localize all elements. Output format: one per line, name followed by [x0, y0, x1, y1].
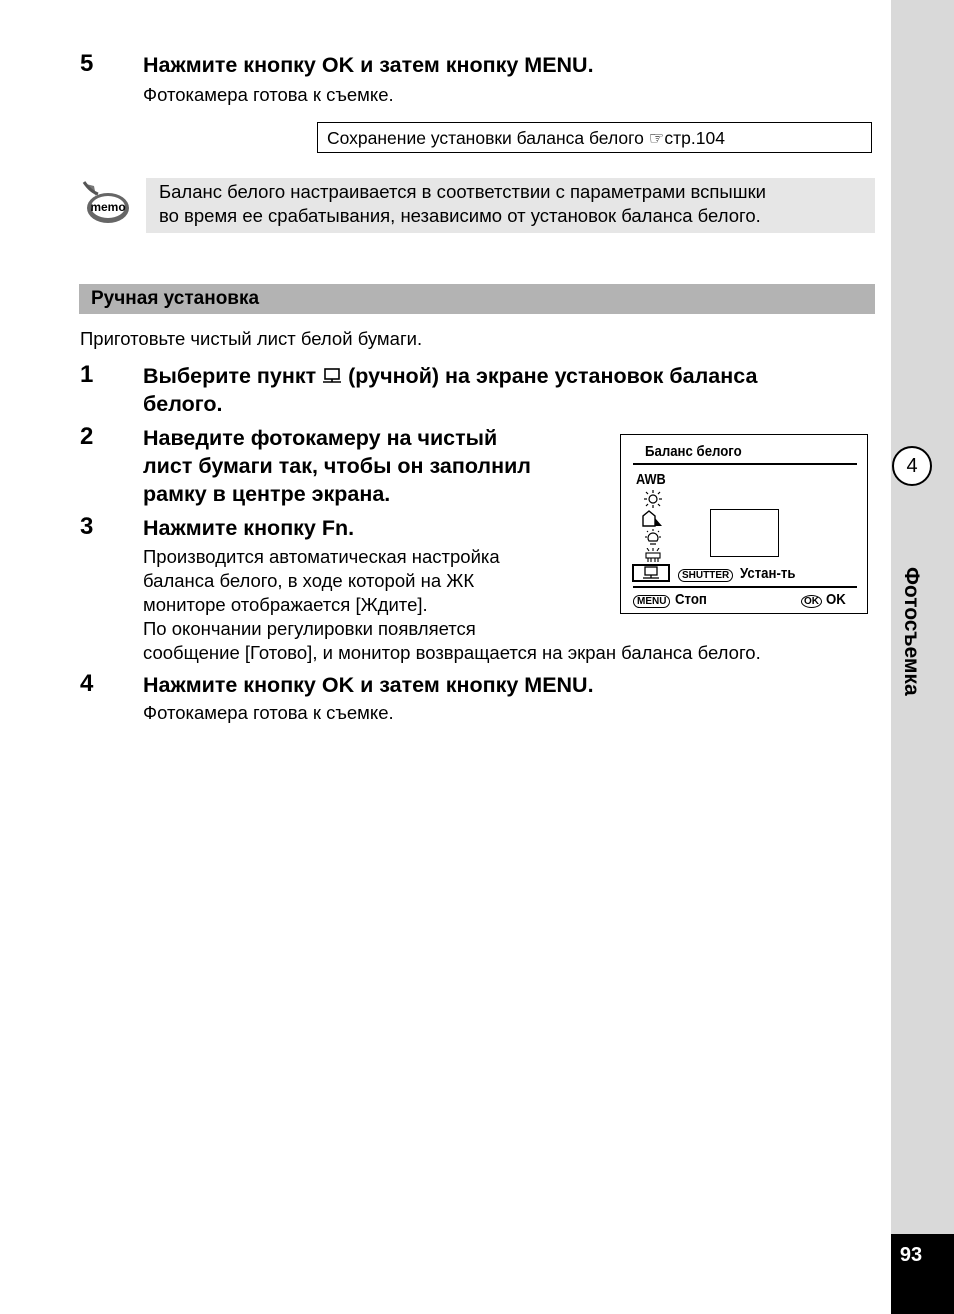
step-1-number: 1	[80, 361, 94, 388]
ok-hint	[801, 591, 849, 609]
memo-line: во время ее срабатывания, независимо от установок баланса белого.	[159, 205, 761, 226]
memo-icon	[80, 180, 132, 226]
step-3-number: 3	[80, 513, 94, 540]
divider	[633, 586, 857, 588]
manual-wb-icon	[634, 566, 668, 580]
step-5-number: 5	[80, 50, 94, 77]
daylight-icon	[643, 490, 663, 508]
memo-note	[146, 178, 875, 233]
divider	[633, 463, 857, 465]
stop-label: Стоп	[674, 591, 707, 608]
shutter-key: SHUTTER	[678, 569, 733, 582]
screen-title: Баланс белого	[645, 443, 742, 460]
reference-page[interactable]: стр.104	[664, 128, 725, 148]
awb-option: AWB	[636, 471, 666, 488]
step-2-number: 2	[80, 423, 94, 450]
memo-line: Баланс белого настраивается в соответствии с параметрами вспышки	[159, 181, 766, 202]
camera-screen	[620, 434, 868, 614]
svg-text:memo: memo	[90, 200, 126, 214]
reference-box	[317, 122, 872, 153]
ok-key: OK	[801, 595, 822, 608]
measurement-frame	[710, 509, 779, 557]
set-label: Устан-ть	[739, 565, 796, 582]
ok-label: OK	[826, 591, 847, 608]
shade-icon	[641, 510, 663, 528]
page-number: 93	[899, 1244, 923, 1266]
step-2-heading: Наведите фотокамеру на чистый лист бумаги так, чтобы он заполнил рамку в центре экрана.	[143, 426, 531, 506]
manual-option-selected[interactable]	[632, 564, 670, 582]
menu-key: MENU	[633, 595, 670, 608]
step-3-body: Производится автоматическая настройка баланса белого, в ходе которой на ЖК мониторе отображается [Ждите]. По окончании регулировки появляется сообщение [Готово], и монитор возвращается на экран баланса белого.	[143, 546, 761, 663]
step-4-heading: Нажмите кнопку OK и затем кнопку MENU.	[143, 673, 594, 697]
step-4-body: Фотокамера готова к съемке.	[143, 702, 394, 723]
reference-text: Сохранение установки баланса белого	[327, 128, 644, 148]
intro-text: Приготовьте чистый лист белой бумаги.	[80, 328, 423, 349]
step-3-heading: Нажмите кнопку Fn.	[143, 516, 355, 540]
pointer-icon: ☞	[648, 128, 665, 148]
fluorescent-icon	[643, 548, 663, 564]
step-5-body: Фотокамера готова к съемке.	[143, 84, 394, 105]
step-1-heading: Выберите пункт (ручной) на экране установок баланса белого.	[143, 364, 758, 416]
step-5-heading: Нажмите кнопку OK и затем кнопку MENU.	[143, 53, 594, 77]
section-heading: Ручная установка	[79, 284, 875, 314]
step-4-number: 4	[80, 670, 94, 697]
shutter-hint	[678, 565, 803, 583]
tungsten-icon	[643, 529, 663, 547]
manual-wb-icon	[322, 367, 342, 385]
chapter-title: Фотосъемка	[900, 567, 923, 696]
chapter-number: 4	[892, 446, 932, 486]
menu-hint	[633, 591, 711, 609]
